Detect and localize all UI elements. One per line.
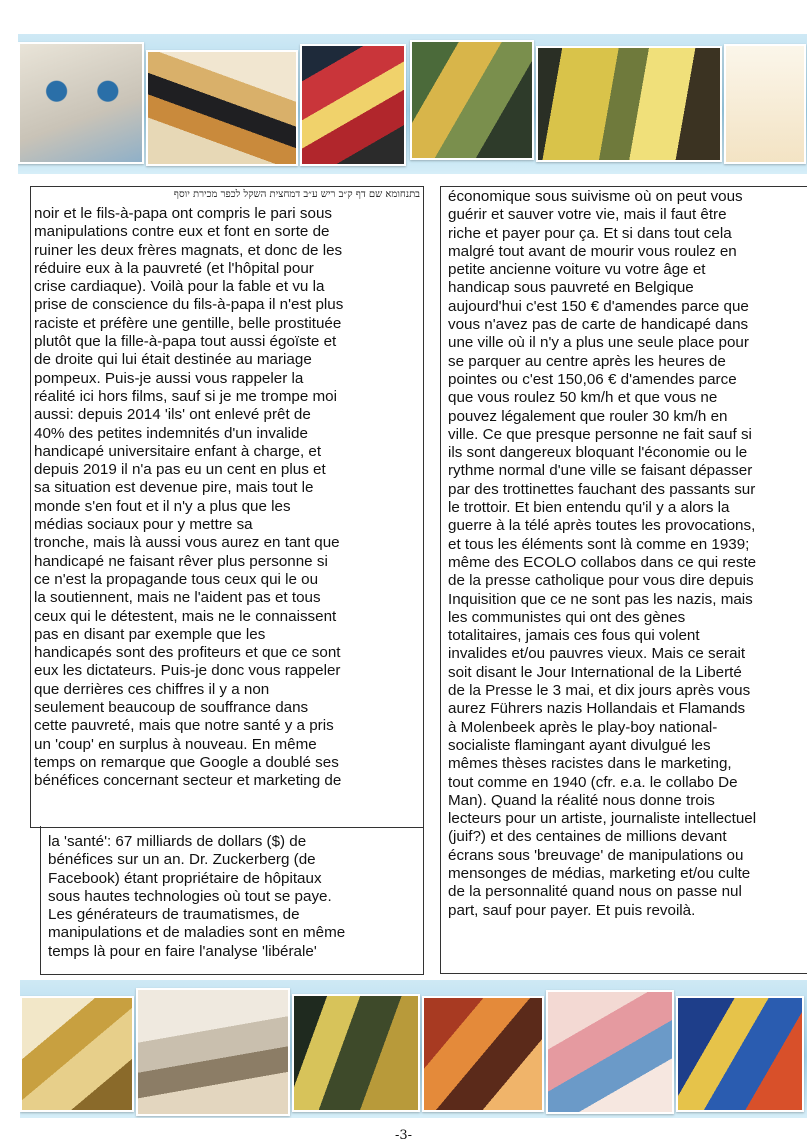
painting-faces-dark	[292, 994, 420, 1112]
text-line: vous n'avez pas de carte de handicapé dans	[448, 316, 749, 334]
text-line: sa situation est devenue pire, mais tout le	[34, 479, 314, 497]
text-line: Man). Quand la réalité nous donne trois	[448, 791, 715, 809]
hebrew-strip-note: בתנחומא שם דף ק״ב ריש ע״ב דמחצית השקל לכפר מכירת יוסף	[173, 189, 420, 200]
text-line: 40% des petites indemnités d'un invalide	[34, 424, 308, 442]
text-line: tout comme en 1940 (cfr. e.a. le collabo De	[448, 773, 738, 791]
text-line: soit disant le Jour International de la Liberté	[448, 663, 742, 681]
text-line: riche et payer pour ça. Et si dans tout cela	[448, 224, 732, 242]
text-line: seulement beaucoup de souffrance dans	[34, 699, 309, 717]
text-line: handicap sous pauvreté en Belgique	[448, 279, 694, 297]
text-line: eux les dictateurs. Puis-je donc vous rappeler	[34, 662, 341, 680]
text-line: crise cardiaque). Voilà pour la fable et vu la	[34, 278, 325, 296]
text-line: ils sont dangereux bloquant l'économie ou le	[448, 444, 748, 462]
text-line: socialiste flamingant ayant divulgué les	[448, 736, 711, 754]
text-line: de la personnalité quand nous on passe nul	[448, 883, 742, 901]
text-line: temps là pour en faire l'analyse 'libérale'	[48, 942, 317, 960]
text-line: sous hautes technologies où tout se paye.	[48, 887, 332, 905]
text-line: Inquisition que ce ne sont pas les nazis, mais	[448, 590, 753, 608]
right-column-text	[448, 188, 800, 920]
text-line: les communistes qui ont des gènes	[448, 608, 686, 626]
text-line: lecteurs pour un artiste, journaliste intellectuel	[448, 810, 757, 828]
text-line: de droite qui lui était destinée au mariage	[34, 351, 312, 369]
painting-face-green	[410, 40, 534, 160]
text-line: la soutiennent, mais ne l'aident pas et tous	[34, 589, 321, 607]
text-line: invalides et/ou pauvres vieux. Mais ce serait	[448, 645, 746, 663]
text-line: aurez Führers nazis Hollandais et Flamands	[448, 700, 746, 718]
text-line: rythme normal d'une ville se faisant dépasser	[448, 462, 753, 480]
text-line: malgré tout avant de mourir vous roulez en	[448, 242, 737, 260]
text-line: se parquer au centre après les heures de	[448, 352, 726, 370]
text-line: handicapés sont des profiteurs et que ce sont	[34, 644, 341, 662]
text-line: écrans sous 'breuvage' de manipulations ou	[448, 846, 744, 864]
text-line: raciste et préfère une gentille, belle prostituée	[34, 314, 342, 332]
text-line: mêmes thèses racistes dans le marketing,	[448, 755, 732, 773]
painting-sketch-figure	[724, 44, 806, 164]
text-line: que derrières ces chiffres il y a non	[34, 680, 270, 698]
text-line: tronche, mais là aussi vous aurez en tant que	[34, 534, 340, 552]
text-line: handicapé universitaire enfant à charge, et	[34, 442, 322, 460]
left-bottom-text	[48, 833, 374, 961]
text-line: même des ECOLO collabos dans ce qui reste	[448, 553, 757, 571]
page-number: -3-	[394, 1128, 413, 1143]
painting-blue-eyes	[18, 42, 144, 164]
text-line: à Molenbeek après le play-boy national-	[448, 718, 718, 736]
left-column-text	[34, 205, 404, 791]
text-line: bénéfices concernant secteur et marketing de	[34, 772, 342, 790]
text-line: la 'santé': 67 milliards de dollars ($) de	[48, 833, 307, 850]
text-line: un 'coup' en surplus à nouveau. En même	[34, 735, 317, 753]
text-line: prise de conscience du fils-à-papa il n'est plus	[34, 296, 344, 314]
painting-face-gold	[20, 996, 134, 1112]
text-line: totalitaires, jamais ces fous qui volent	[448, 627, 700, 645]
text-line: pompeux. Puis-je aussi vous rappeler la	[34, 369, 304, 387]
text-line: pas en disant par exemple que les	[34, 625, 266, 643]
text-line: aujourd'hui c'est 150 € d'amendes parce que	[448, 297, 749, 315]
text-line: depuis 2019 il n'a pas eu un cent en plus et	[34, 461, 326, 479]
text-line: aussi: depuis 2014 'ils' ont enlevé prêt de	[34, 406, 311, 424]
text-line: Facebook) étant propriétaire de hôpitaux	[48, 869, 322, 887]
text-line: ce n'est la propagande tous ceux qui le ou	[34, 570, 319, 588]
bottom-artwork-band	[20, 980, 807, 1118]
text-line: guerre à la télé après toutes les provocations,	[448, 517, 756, 535]
text-line: manipulations et de maladies sont en même	[48, 924, 346, 942]
text-line: que vous roulez 50 km/h et que vous ne	[448, 389, 718, 407]
text-line: monde s'en fout et il n'y a plus que les	[34, 497, 291, 515]
text-line: pointes ou c'est 150,06 € d'amendes parce	[448, 370, 737, 388]
painting-face-sunglasses	[146, 50, 298, 166]
text-line: mensonges de médias, marketing et/ou culte	[448, 864, 751, 882]
text-line: et tous les éléments sont là comme en 1939;	[448, 535, 750, 553]
text-line: cette pauvreté, mais que notre santé y a pris	[34, 717, 334, 735]
text-line: pouvez légalement que rouler 30 km/h en	[448, 407, 728, 425]
painting-face-yellow	[536, 46, 722, 162]
text-line: (juif?) et des centaines de millions devant	[448, 828, 727, 846]
text-line: petite ancienne voiture vu votre âge et	[448, 261, 706, 279]
painting-face-pink	[546, 990, 674, 1114]
text-line: noir et le fils-à-papa ont compris le pari sous	[34, 205, 332, 222]
text-line: par des trottinettes fauchant des passants sur	[448, 480, 756, 498]
text-line: réalité ici hors films, sauf si je me trompe moi	[34, 387, 337, 405]
text-line: plutôt que la fille-à-papa tout aussi égoïste et	[34, 333, 337, 351]
text-line: médias sociaux pour y mettre sa	[34, 516, 253, 534]
top-artwork-band	[18, 34, 807, 174]
painting-face-blue	[676, 996, 804, 1112]
text-line: manipulations contre eux et font en sorte de	[34, 223, 330, 241]
text-line: de la Presse le 3 mai, et dix jours après vous	[448, 682, 751, 700]
text-line: Les générateurs de traumatismes, de	[48, 906, 300, 924]
text-line: une ville où il n'y a plus une seule place pour	[448, 334, 749, 352]
text-line: part, sauf pour payer. Et puis revoilà.	[448, 901, 696, 919]
text-line: handicapé ne faisant rêver plus personne si	[34, 552, 328, 570]
text-line: réduire eux à la pauvreté (et l'hôpital pour	[34, 259, 314, 277]
text-line: temps on remarque que Google a doublé ses	[34, 753, 339, 771]
text-line: bénéfices sur un an. Dr. Zuckerberg (de	[48, 851, 316, 869]
text-line: ruiner les deux frères magnats, et donc de les	[34, 241, 343, 259]
text-line: guérir et sauver votre vie, mais il faut être	[448, 206, 727, 224]
text-line: ville. Ce que presque personne ne fait sauf si	[448, 425, 752, 443]
painting-faces-pale	[136, 988, 290, 1116]
text-line: économique sous suivisme où on peut vous	[448, 188, 743, 205]
text-line: ceux qui le détestent, mais ne le connaissent	[34, 607, 337, 625]
painting-face-red	[300, 44, 406, 166]
text-line: le trottoir. Et bien entendu qu'il y a alors la	[448, 499, 730, 517]
painting-face-orange	[422, 996, 544, 1112]
text-line: de la presse catholique pour vous dire depuis	[448, 572, 754, 590]
